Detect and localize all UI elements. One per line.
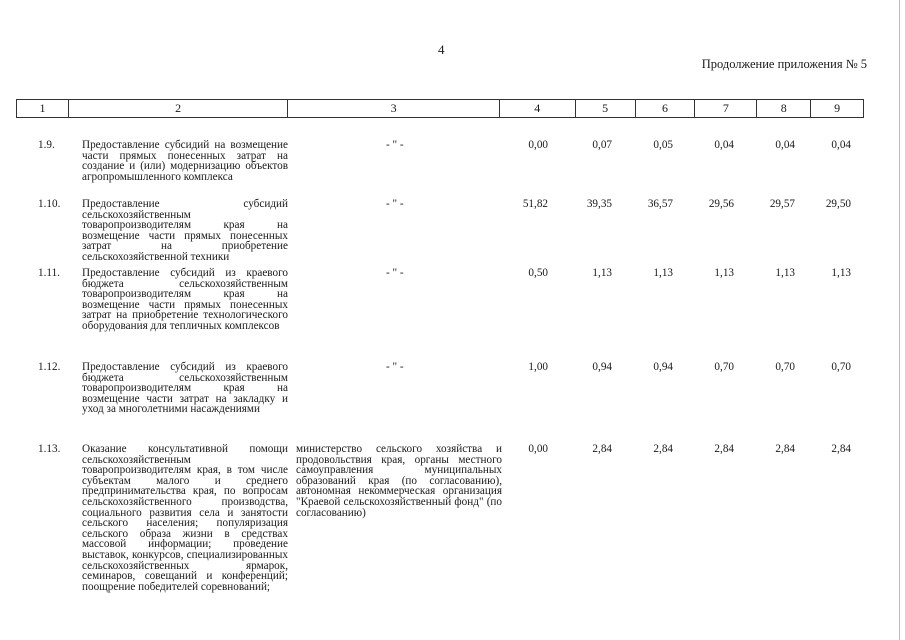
row-measure-name: Предоставление субсидий из краевого бюджета сельскохозяйственным товаропроизводителям края на возмещение части затрат на закладку и уход за многолетними насаждениями: [82, 361, 288, 416]
row-measure-name: Предоставление субсидий на возмещение части прямых понесенных затрат на создание и (или) модернизацию объектов агропромышленного комплекса: [82, 139, 288, 183]
row-value-col6: 1,13: [653, 267, 673, 279]
row-value-col7: 1,13: [714, 267, 734, 279]
header-col-2: 2: [69, 100, 288, 117]
row-value-col4: 51,82: [522, 198, 548, 210]
row-value-col6: 2,84: [653, 443, 673, 455]
row-value-col9: 2,84: [831, 443, 851, 455]
row-value-col5: 2,84: [592, 443, 612, 455]
row-value-col7: 0,70: [714, 361, 734, 373]
row-value-col4: 0,00: [528, 443, 548, 455]
row-number: 1.13.: [38, 443, 61, 455]
page-number: 4: [438, 42, 445, 57]
header-col-3: 3: [288, 100, 500, 117]
row-executor: министерство сельского хозяйства и продовольствия края, органы местного самоуправления муниципальных образований края (по согласованию), автономная некоммерческая организация "Краевой сельскохозяйственный фонд" (по согласованию): [296, 443, 502, 519]
row-value-col9: 1,13: [831, 267, 851, 279]
header-col-1: 1: [17, 100, 69, 117]
row-value-col6: 0,94: [653, 361, 673, 373]
row-value-col9: 0,04: [831, 139, 851, 151]
row-value-col8: 0,04: [775, 139, 795, 151]
row-value-col4: 1,00: [528, 361, 548, 373]
row-number: 1.9.: [38, 139, 55, 151]
row-value-col5: 39,35: [586, 198, 612, 210]
row-executor: - " -: [386, 267, 404, 279]
row-value-col9: 29,50: [825, 198, 851, 210]
row-number: 1.11.: [38, 267, 60, 279]
row-measure-name: Предоставление субсидий из краевого бюджета сельскохозяйственным товаропроизводителям края на возмещение части прямых понесенных затрат на приобретение технологического оборудования для тепличных комплексов: [82, 267, 288, 332]
row-measure-name: Предоставление субсидий сельскохозяйственным товаропроизводителям края на возмещение части прямых понесенных затрат на приобретение сельскохозяйственной техники: [82, 198, 288, 263]
row-value-col9: 0,70: [831, 361, 851, 373]
row-value-col7: 0,04: [714, 139, 734, 151]
header-col-9: 9: [834, 101, 841, 115]
row-value-col8: 29,57: [769, 198, 795, 210]
continuation-caption: Продолжение приложения № 5: [701, 57, 867, 71]
header-col-7: 7: [695, 100, 757, 117]
row-value-col5: 1,13: [592, 267, 612, 279]
row-value-col5: 0,07: [592, 139, 612, 151]
header-col-8: 8: [757, 100, 811, 117]
row-value-col8: 1,13: [775, 267, 795, 279]
row-value-col7: 2,84: [714, 443, 734, 455]
row-value-col7: 29,56: [708, 198, 734, 210]
row-measure-name: Оказание консультативной помощи сельскохозяйственным товаропроизводителям края, в том числе субъектам малого и среднего предпринимательства края, по вопросам сельскохозяйственного производства, социального развития села и занятости сельского населения; популяризация сельского образа жизни в средствах массовой информации; проведение выставок, конкурсов, специализированных сельскохозяйственных ярмарок, семинаров, совещаний и конференций; поощрение победителей соревнований;: [82, 443, 288, 593]
row-value-col8: 2,84: [775, 443, 795, 455]
row-value-col4: 0,50: [528, 267, 548, 279]
row-executor: - " -: [386, 139, 404, 151]
row-executor: - " -: [386, 361, 404, 373]
header-col-5: 5: [576, 100, 636, 117]
row-number: 1.12.: [38, 361, 61, 373]
row-value-col5: 0,94: [592, 361, 612, 373]
row-value-col6: 0,05: [653, 139, 673, 151]
header-col-6: 6: [636, 100, 696, 117]
row-executor: - " -: [386, 198, 404, 210]
header-col-4: 4: [500, 100, 576, 117]
table-header-row: [16, 99, 864, 118]
row-number: 1.10.: [38, 198, 61, 210]
scan-edge-line: [899, 0, 900, 640]
row-value-col6: 36,57: [647, 198, 673, 210]
row-value-col8: 0,70: [775, 361, 795, 373]
row-value-col4: 0,00: [528, 139, 548, 151]
